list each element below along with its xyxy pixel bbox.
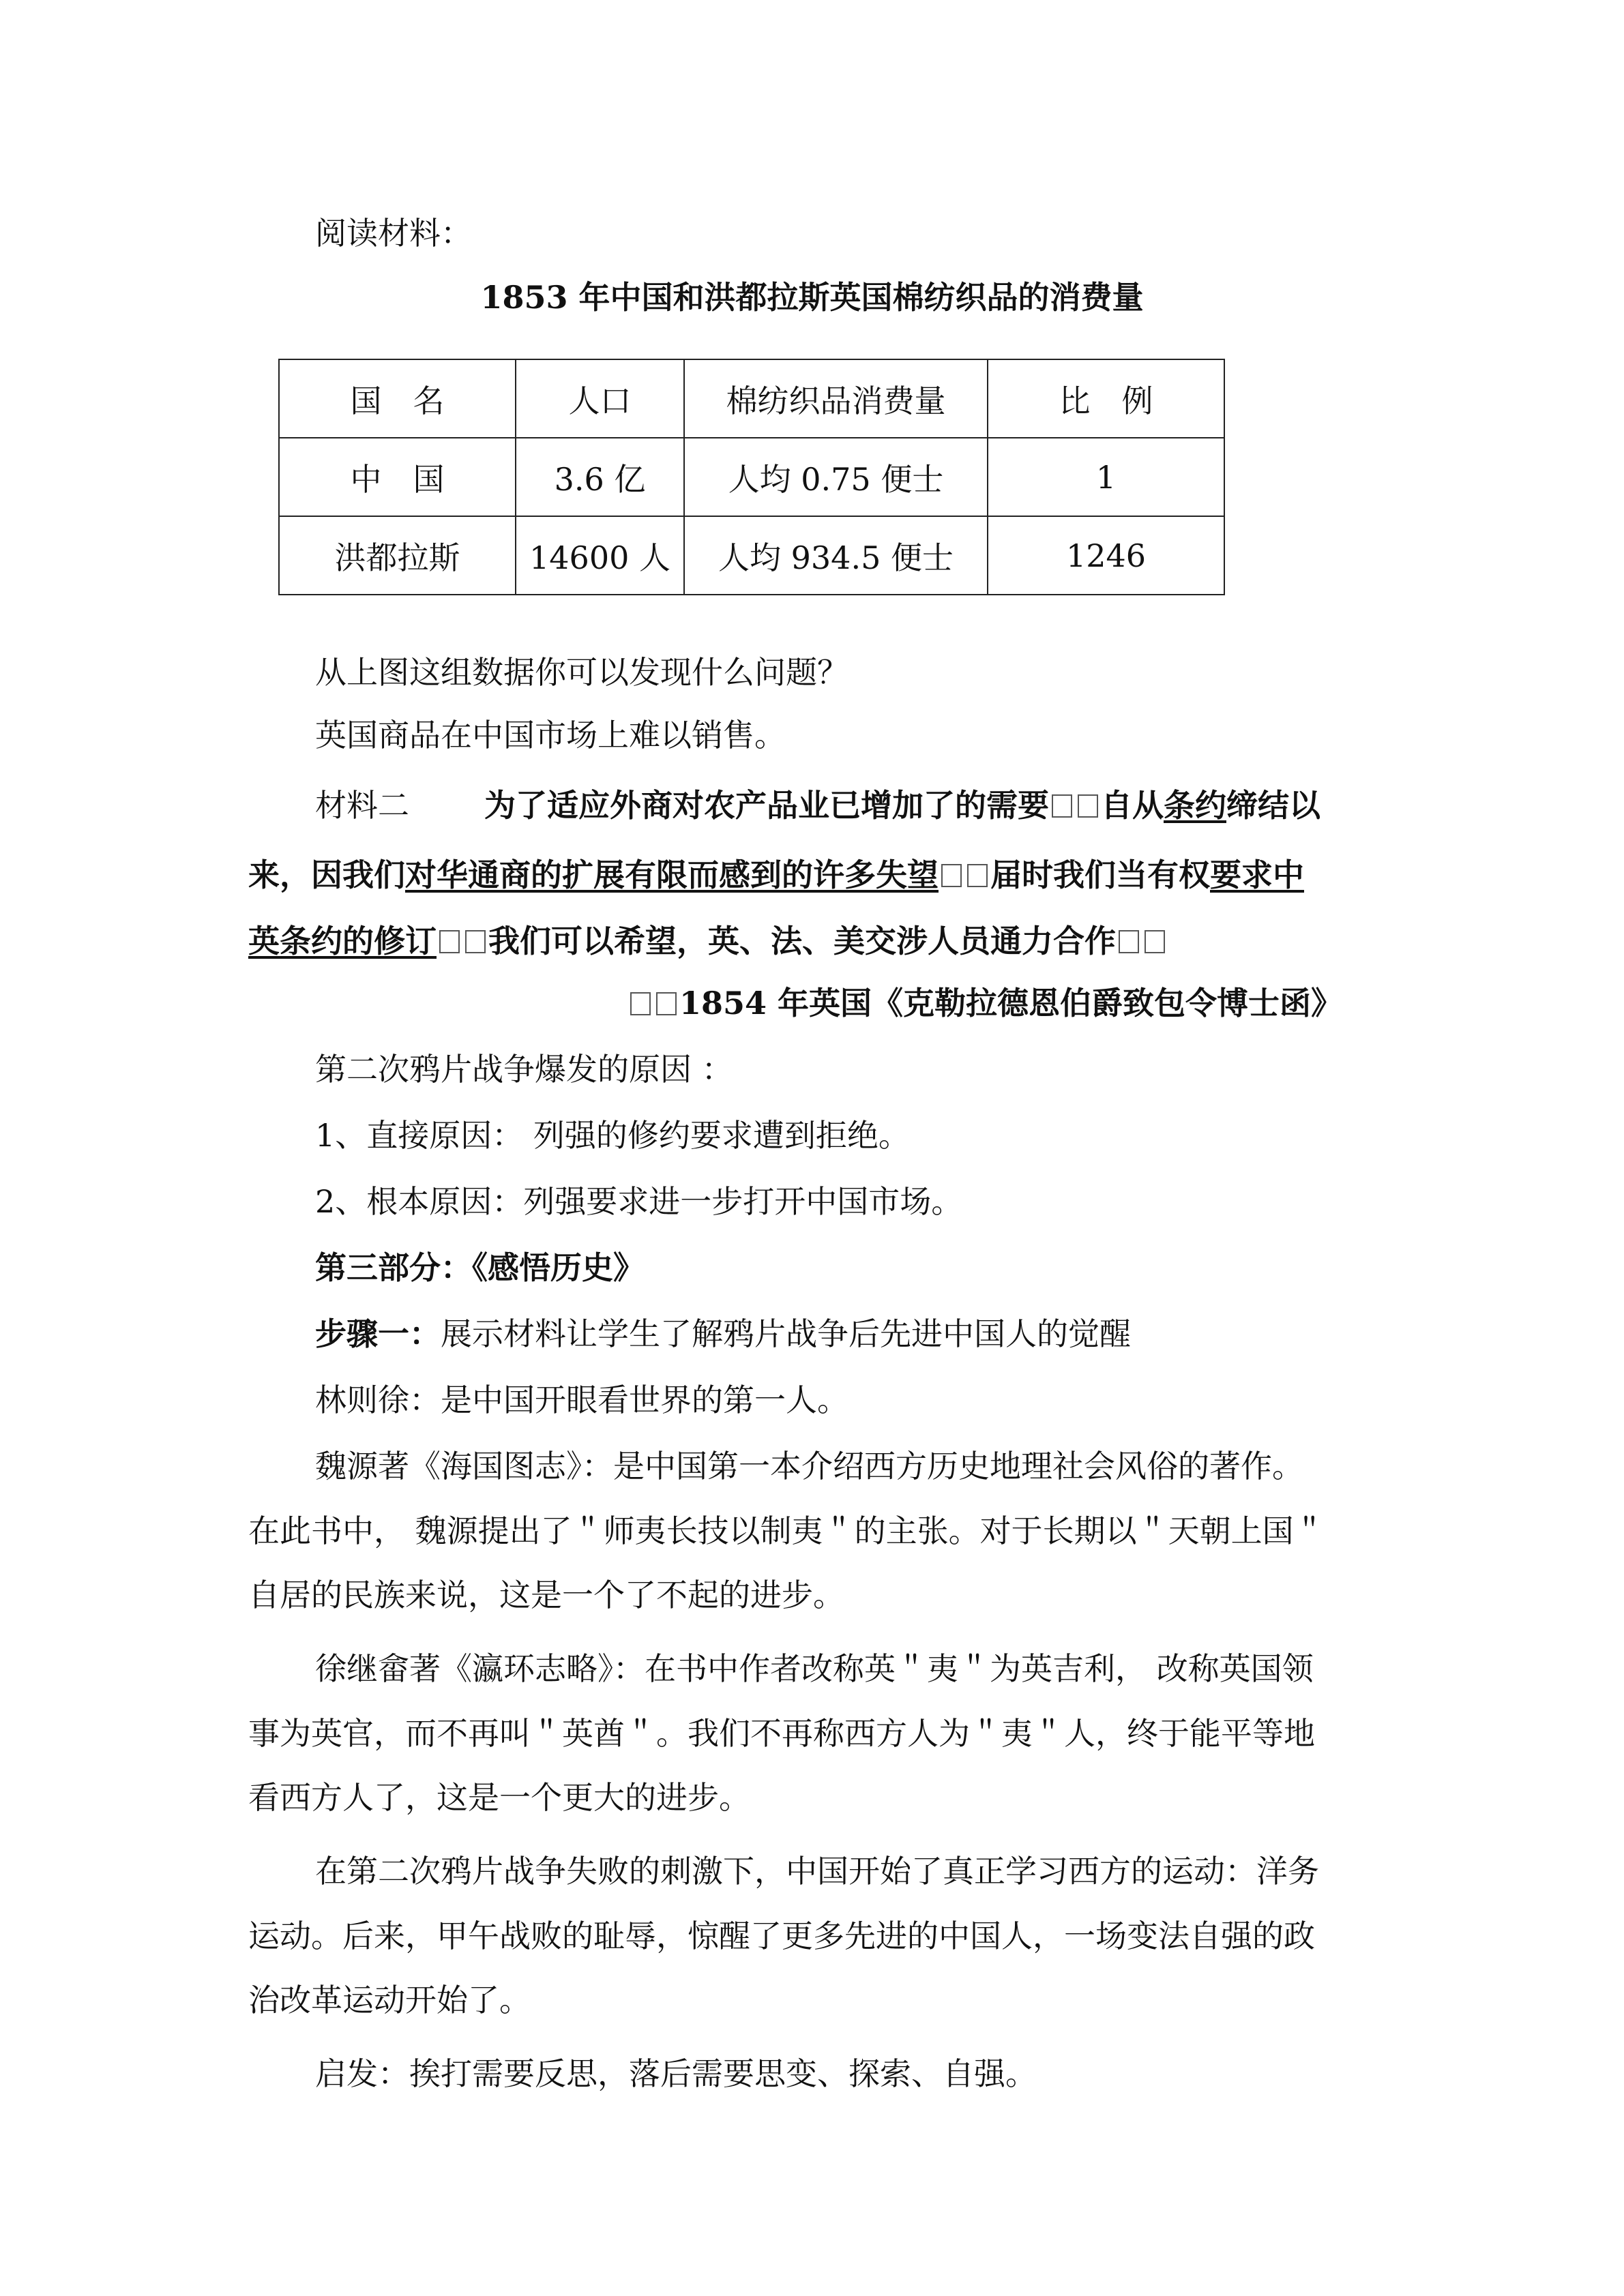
inspiration-text: 启发：挨打需要反思，落后需要思变、探索、自强。 bbox=[315, 2055, 1037, 2092]
table-cell: 人均 0.75 便士 bbox=[684, 438, 988, 516]
missing-char-box bbox=[656, 992, 677, 1015]
missing-char-box bbox=[1052, 794, 1072, 818]
xu-jiyu-line2: 事为英官，而不再叫＂英酋＂。我们不再称西方人为＂夷＂人，终于能平等地 bbox=[248, 1715, 1315, 1752]
missing-char-box bbox=[630, 992, 651, 1015]
table-header-row bbox=[279, 359, 1224, 438]
missing-char-box bbox=[439, 930, 460, 953]
step1-line: 步骤一：展示材料让学生了解鸦片战争后先进中国人的觉醒 bbox=[315, 1315, 1131, 1352]
table-cell: 1246 bbox=[988, 516, 1224, 595]
second-war-line3: 治改革运动开始了。 bbox=[248, 1982, 531, 2018]
material2-line1: 材料二 为了适应外商对农产品业已增加了的需要 自从条约缔结以 bbox=[315, 787, 1320, 824]
consumption-table bbox=[278, 359, 1225, 595]
missing-char-box bbox=[1145, 930, 1165, 953]
table-row bbox=[279, 516, 1224, 595]
missing-char-box bbox=[941, 864, 962, 887]
header-cell: 比 例 bbox=[988, 359, 1224, 438]
missing-char-box bbox=[967, 864, 988, 887]
xu-jiyu-line1: 徐继畲著《瀛环志略》：在书中作者改称英＂夷＂为英吉利， 改称英国领 bbox=[315, 1650, 1314, 1687]
table-cell: 3.6 亿 bbox=[516, 438, 684, 516]
material2-line3: 英条约的修订 我们可以希望，英、法、美交涉人员通力合作 bbox=[248, 910, 1168, 972]
second-war-line1: 在第二次鸦片战争失败的刺激下，中国开始了真正学习西方的运动：洋务 bbox=[315, 1853, 1319, 1890]
wei-yuan-line1: 魏源著《海国图志》：是中国第一本介绍西方历史地理社会风俗的著作。 bbox=[315, 1448, 1303, 1485]
lin-zexu-text: 林则徐：是中国开眼看世界的第一人。 bbox=[315, 1382, 848, 1418]
material2-line2: 来，因我们对华通商的扩展有限而感到的许多失望 届时我们当有权要求中 bbox=[248, 856, 1304, 893]
table-cell: 人均 934.5 便士 bbox=[684, 516, 988, 595]
causes-title: 第二次鸦片战争爆发的原因 ： bbox=[315, 1051, 733, 1088]
cause-1: 1、直接原因： 列强的修约要求遭到拒绝。 bbox=[315, 1117, 910, 1154]
material2-source: 1854 年英国《克勒拉德恩伯爵致包令博士函》 bbox=[628, 972, 1342, 1034]
table-cell: 洪都拉斯 bbox=[279, 516, 516, 595]
header-cell: 国 名 bbox=[279, 359, 516, 438]
table-title: 1853 年中国和洪都拉斯英国棉纺织品的消费量 bbox=[480, 279, 1144, 316]
part3-heading: 第三部分：《感悟历史》 bbox=[315, 1249, 645, 1286]
header-cell: 人口 bbox=[516, 359, 684, 438]
question-text: 从上图这组数据你可以发现什么问题？ bbox=[315, 654, 848, 691]
missing-char-box bbox=[1078, 794, 1098, 818]
material2-label: 材料二 bbox=[315, 787, 409, 824]
missing-char-box bbox=[465, 930, 486, 953]
wei-yuan-line3: 自居的民族来说，这是一个了不起的进步。 bbox=[248, 1577, 844, 1613]
header-cell: 棉纺织品消费量 bbox=[684, 359, 988, 438]
table-cell: 14600 人 bbox=[516, 516, 684, 595]
answer-text: 英国商品在中国市场上难以销售。 bbox=[315, 717, 786, 754]
xu-jiyu-line3: 看西方人了，这是一个更大的进步。 bbox=[248, 1779, 750, 1816]
cause-2: 2、根本原因：列强要求进一步打开中国市场。 bbox=[315, 1183, 963, 1220]
second-war-line2: 运动。后来，甲午战败的耻辱，惊醒了更多先进的中国人，一场变法自强的政 bbox=[248, 1918, 1315, 1954]
missing-char-box bbox=[1119, 930, 1139, 953]
table-cell: 1 bbox=[988, 438, 1224, 516]
wei-yuan-line2: 在此书中， 魏源提出了＂师夷长技以制夷＂的主张。对于长期以＂天朝上国＂ bbox=[248, 1512, 1325, 1549]
table-row bbox=[279, 438, 1224, 516]
table-cell: 中 国 bbox=[279, 438, 516, 516]
step1-label: 步骤一： bbox=[315, 1315, 441, 1352]
intro-text: 阅读材料： bbox=[315, 215, 472, 252]
